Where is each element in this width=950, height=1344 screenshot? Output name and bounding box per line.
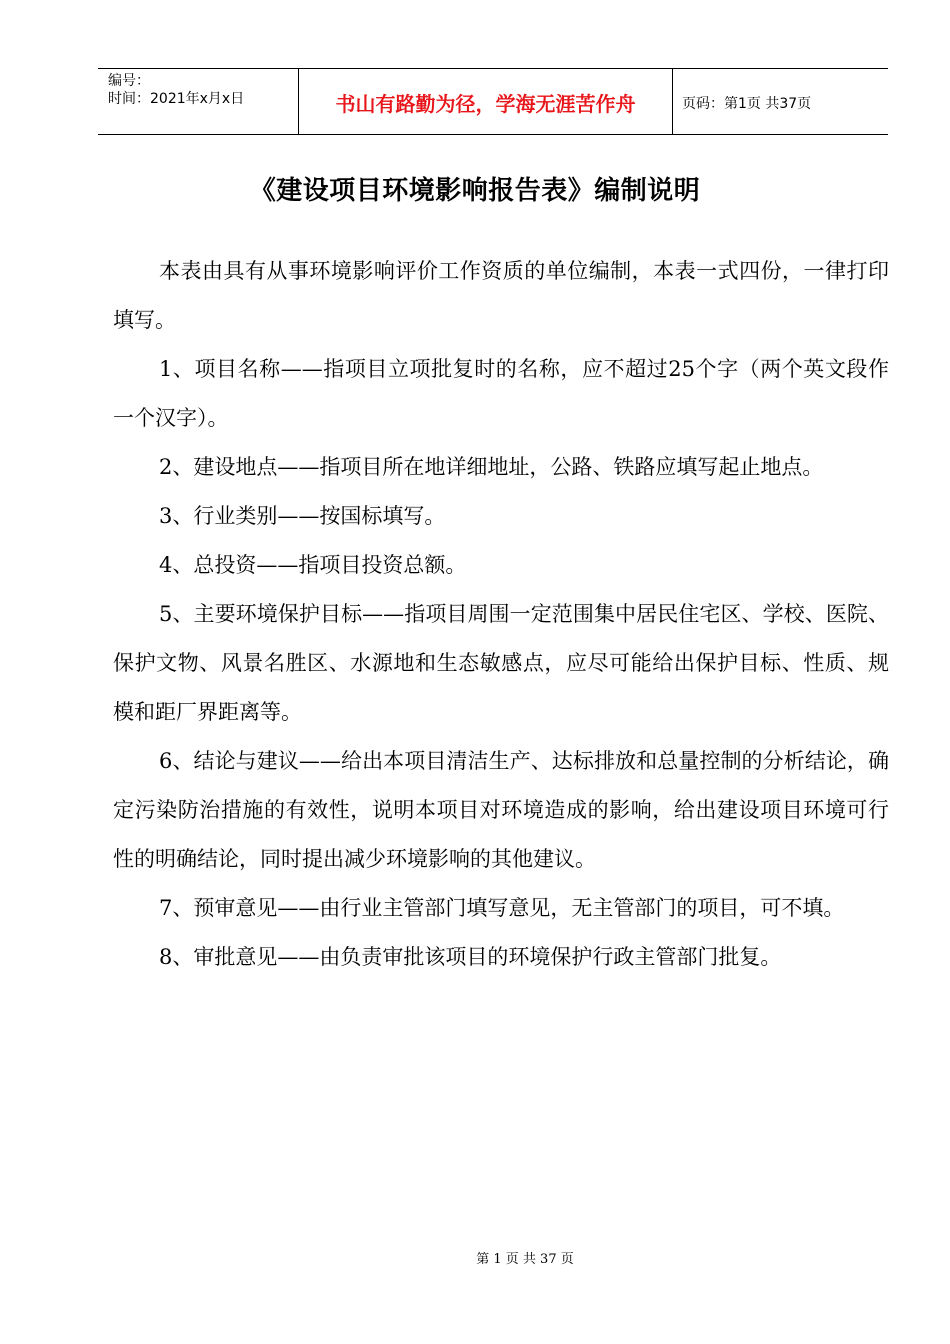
paragraph-intro: 本表由具有从事环境影响评价工作资质的单位编制，本表一式四份，一律打印填写。: [113, 259, 889, 332]
page-header: [98, 68, 888, 135]
header-slogan: 书山有路勤为径，学海无涯苦作舟: [335, 92, 636, 116]
document-title: 《建设项目环境影响报告表》编制说明: [249, 176, 701, 206]
paragraph-item-7: 7、预审意见——由行业主管部门填写意见，无主管部门的项目，可不填。: [159, 896, 845, 920]
document-body: [113, 247, 889, 982]
paragraph-item-5: 5、主要环境保护目标——指项目周围一定范围集中居民住宅区、学校、医院、保护文物、风景名胜区、水源地和生态敏感点，应尽可能给出保护目标、性质、规模和距厂界距离等。: [113, 602, 889, 724]
paragraph-item-1: 1、项目名称——指项目立项批复时的名称，应不超过25个字（两个英文段作一个汉字）。: [113, 357, 889, 430]
paragraph-item-8: 8、审批意见——由负责审批该项目的环境保护行政主管部门批复。: [159, 945, 782, 969]
header-meta: [98, 69, 299, 134]
header-slogan-cell: [299, 69, 673, 134]
header-page-info: 页码：第1页 共37页: [682, 95, 812, 112]
paragraph-item-4: 4、总投资——指项目投资总额。: [159, 553, 467, 577]
paragraph-item-3: 3、行业类别——按国标填写。: [159, 504, 446, 528]
paragraph-item-2: 2、建设地点——指项目所在地详细地址，公路、铁路应填写起止地点。: [159, 455, 824, 479]
document-time-label: 时间：2021年x月x日: [108, 91, 245, 107]
paragraph-item-6: 6、结论与建议——给出本项目清洁生产、达标排放和总量控制的分析结论，确定污染防治措施的有效性，说明本项目对环境造成的影响，给出建设项目环境可行性的明确结论，同时提出减少环境影响的其他建议。: [113, 749, 889, 871]
document-number-label: 编号：: [108, 73, 150, 89]
page-footer: 第 1 页 共 37 页: [476, 1252, 574, 1267]
